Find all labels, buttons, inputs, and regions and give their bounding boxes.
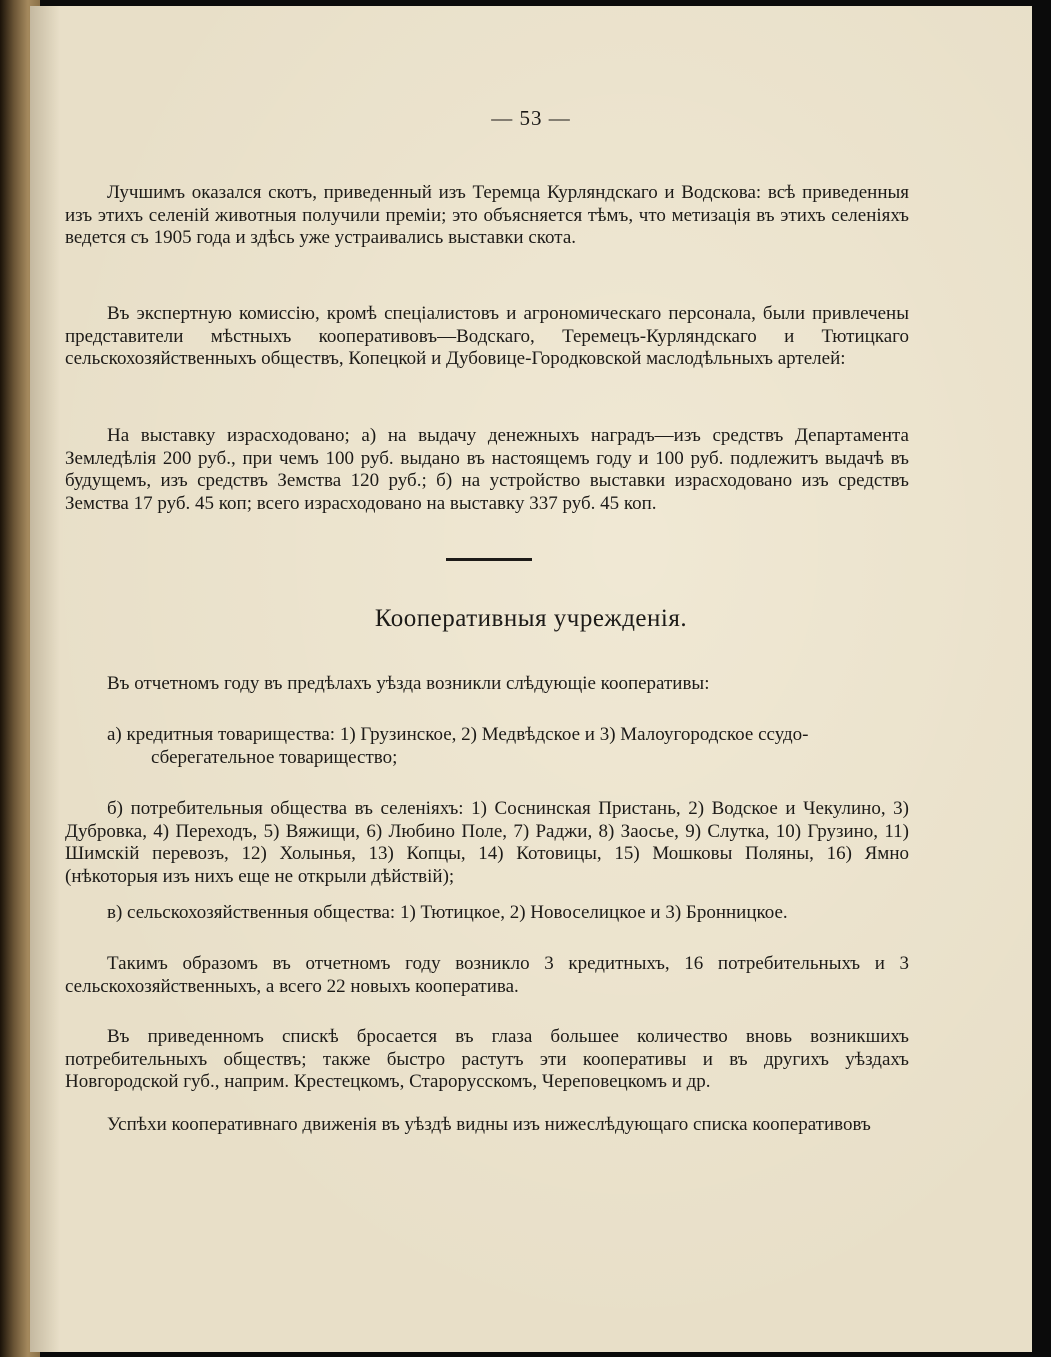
list-item-consumer-societies: б) потребительныя общества въ селеніяхъ: 1) Соснинская Пристань, 2) Водское и Чекулино, 3) Дубровка, 4) Переходъ, 5) Вяжищи, 6) Любино Поле, 7) Раджи, 8) Заосье, 9) Слутка, 10) Грузино, 11) Шимскій перевозъ, 12) Холынья, 13) Копцы, 14) Котовицы, 15) Мошковы Поляны, 16) Ямно (нѣкоторыя изъ нихъ еще не открыли дѣйствій);: [65, 798, 909, 887]
section-divider: [446, 558, 532, 561]
list-item-credit-line1: а) кредитныя товарищества: 1) Грузинское, 2) Медвѣдское и 3) Малоугородское ссудо-: [107, 724, 809, 745]
list-item-agricultural-societies: в) сельскохозяйственныя общества: 1) Тютицкое, 2) Новоселицкое и 3) Бронницкое.: [107, 902, 788, 923]
section-intro: Въ отчетномъ году въ предѣлахъ уѣзда возникли слѣдующіе кооперативы:: [107, 673, 710, 694]
paragraph-closing: Успѣхи кооперативнаго движенія въ уѣздѣ видны изъ нижеслѣдующаго списка кооперативовъ: [107, 1114, 871, 1135]
paragraph-expenses: На выставку израсходовано; а) на выдачу денежныхъ наградъ—изъ средствъ Департамента Земледѣлія 200 руб., при чемъ 100 руб. выдано въ настоящемъ году и 100 руб. подлежитъ выдачѣ въ будущемъ, изъ средствъ Земства 120 руб.; б) на устройство выставки израсходовано изъ средствъ Земства 17 руб. 45 коп; всего израсходовано на выставку 337 руб. 45 коп.: [65, 425, 909, 514]
list-item-credit: [65, 724, 909, 747]
document-page: [30, 6, 1032, 1352]
paragraph-commission: Въ экспертную комиссію, кромѣ спеціалистовъ и агрономическаго персонала, были привлечены представители мѣстныхъ кооперативовъ—Водскаго, Теремецъ-Курляндскаго и Тютицкаго сельскохозяйственныхъ обществъ, Копецкой и Дубовице-Городковской маслодѣльныхъ артелей:: [65, 303, 909, 369]
list-item-credit-continuation: сберегательное товарищество;: [151, 747, 398, 768]
paragraph-summary: Такимъ образомъ въ отчетномъ году возникло 3 кредитныхъ, 16 потребительныхъ и 3 сельскохозяйственныхъ, а всего 22 новыхъ кооператива.: [65, 953, 909, 997]
page-number: — 53 —: [491, 106, 571, 130]
paragraph-livestock: Лучшимъ оказался скотъ, приведенный изъ Теремца Курляндскаго и Водскова: всѣ приведенныя изъ этихъ селеній животныя получили преміи; это объясняется тѣмъ, что метизація въ этихъ селеніяхъ ведется съ 1905 года и здѣсь уже устраивались выставки скота.: [65, 182, 909, 248]
paragraph-observation: Въ приведенномъ спискѣ бросается въ глаза большее количество вновь возникшихъ потребительныхъ обществъ; также быстро растутъ эти кооперативы и въ другихъ уѣздахъ Новгородской губ., наприм. Крестецкомъ, Старорусскомъ, Череповецкомъ и др.: [65, 1026, 909, 1092]
section-heading: Кооперативныя учрежденія.: [374, 605, 688, 632]
